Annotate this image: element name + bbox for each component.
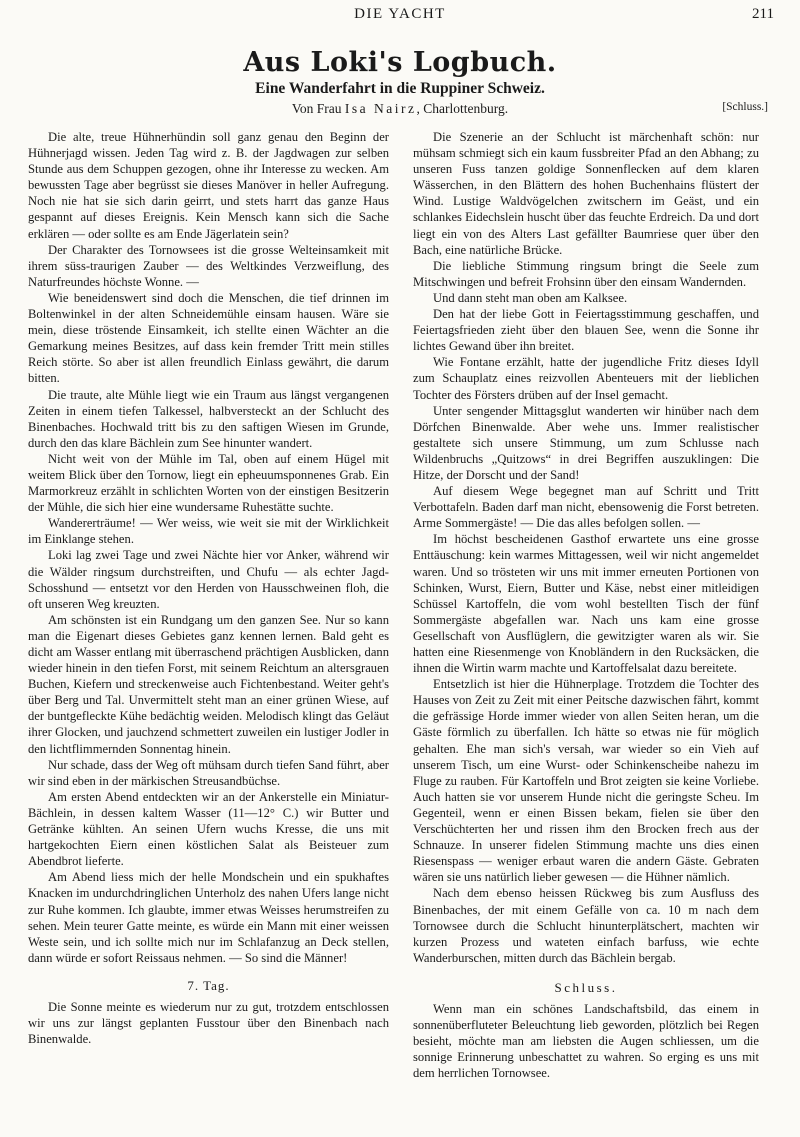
paragraph: Den hat der liebe Gott in Feiertagsstimmung geschaffen, und Feiertagsfrieden zieht über den blauen See, wenn die Sonne ihr lichtes Gewand über ihn breitet. — [413, 307, 759, 354]
paragraph: Am ersten Abend entdeckten wir an der Ankerstelle ein Miniatur-Bächlein, in dessen kaltem Wasser (11—12° C.) wir Butter und Getränke kühlten. An seinen Ufern wuchs Kresse, die uns mit hartgekochten Eiern einen köstlichen Salat als Beisteuer zum Abendbrot lieferte. — [28, 789, 389, 869]
closing-heading: Schluss. — [554, 979, 618, 995]
paragraph: Auf diesem Wege begegnet man auf Schritt und Tritt Verbottafeln. Baden darf man nicht, ebensowenig die Forst betreten. Arme Sommergäste! — Die das alles befolgen sollen. — — [413, 484, 759, 531]
article-subtitle: Eine Wanderfahrt in die Ruppiner Schweiz. — [255, 80, 545, 97]
paragraph: Und dann steht man oben am Kalksee. — [433, 290, 628, 305]
right-column — [413, 129, 759, 1081]
paragraph: Wie beneidenswert sind doch die Menschen, die tief drinnen im Boltenwinkel in der alten Schneidemühle einsam hausen. Wäre sie mein, diese tröstende Einsamkeit, ich stellte einen Wächter an die Gemarkung meines Besitzes, auf dass kein fremder Tritt mein stilles Reich störte. So aber ist allen freundlich Einlass gewährt, die darum bitten. — [28, 290, 389, 386]
paragraph: Im höchst bescheidenen Gasthof erwartete uns eine grosse Enttäuschung: kein warmes Mittagessen, weil wir nicht angemeldet waren. Und so trösteten wir uns mit immer erneuten Portionen von Schinken, Wurst, Eiern, Butter und Käse, nebst einer mitleidigen Schüssel Kartoffeln, die vom wohl bestellten Tisch der fünf Sommergäste abgefallen war. Nach uns kam eine grosse Gesellschaft von Ausflüglern, die gewitzigter waren als wir. Sie hatten eine Riesenmenge von Knobländern in den Rucksäcken, die ihnen die Wirtin warm machte und Kartoffelsalat dazu bereitete. — [413, 532, 759, 676]
paragraph: Die liebliche Stimmung ringsum bringt die Seele zum Mitschwingen und befreit Frohsinn über den einsam Wandernden. — [413, 258, 759, 289]
paragraph: Der Charakter des Tornowsees ist die grosse Welteinsamkeit mit ihrem süss-traurigen Zauber — des Weltkindes Verzweiflung, des Naturfreundes höchste Wonne. — — [28, 242, 389, 289]
paragraph: Wenn man ein schönes Landschaftsbild, das einem in sonnenüberfluteter Beleuchtung lieb geworden, plötzlich bei Regen besieht, möchte man am liebsten die Augen schliessen, um die sonnige Erinnerung unbeschattet zu wahren. So erging es uns mit dem herrlichen Tornowsee. — [413, 1001, 759, 1081]
byline — [0, 101, 800, 117]
paragraph: Nach dem ebenso heissen Rückweg bis zum Ausfluss des Binenbaches, der mit einem Gefälle von ca. 10 m nach dem Tornowsee durch die Schlucht hinunterplätschert, machten wir kurzen Prozess und wateten einfach barfuss, wie echte Wanderburschen, mitten durch das Bächlein bergab. — [413, 886, 759, 965]
article-title: Aus Loki's Logbuch. — [243, 47, 557, 78]
paragraph: Die Sonne meinte es wiederum nur zu gut, trotzdem entschlossen wir uns zur längst geplanten Fusstour über den Binenbach nach Binenwalde. — [28, 999, 389, 1047]
paragraph: Die Szenerie an der Schlucht ist märchenhaft schön: nur mühsam schmiegt sich ein kaum fussbreiter Pfad an den Abhang; zu unseren Fuss tanzen goldige Sonnenflecken auf dem klaren Wässerchen, in den Blättern des hohen Buchenhains flüstert der Wind. Lustige Waldvögelchen zwitschern im Geäst, und ein schlankes Eidechslein huscht über das feuchte Erdreich. Da und dort liegt ein von des Alters Last gefällter Baumriese quer über den Bach, eine natürliche Brücke. — [413, 130, 759, 257]
paragraph: Wie Fontane erzählt, hatte der jugendliche Fritz dieses Idyll zum Schauplatz eines reizvollen Abenteuers mit der lieblichen Tochter des Försters drüben auf der Insel gemacht. — [413, 355, 759, 402]
page-number: 211 — [752, 6, 774, 22]
journal-title: DIE YACHT — [354, 6, 446, 22]
running-header — [0, 6, 800, 26]
paragraph: Am Abend liess mich der helle Mondschein und ein spukhaftes Knacken im undurchdringlichen Unterholz des nahen Ufers lange nicht zur Ruhe kommen. Ich glaubte, immer etwas Weisses herumstreifen zu sehen. Mein teurer Gatte meinte, es würde ein Mann mit einer weissen Weste sein, und ich sollte mich nur im Schlafanzug an Deck stellen, dann würde er sofort Reissaus nehmen. — So sind die Männer! — [28, 870, 389, 965]
byline-suffix: , Charlottenburg. — [416, 101, 509, 116]
paragraph: Unter sengender Mittagsglut wanderten wir hinüber nach dem Dörfchen Binenwalde. Aber wehe uns. Immer realistischer gestaltete sich unsere Stimmung, um zum Schlusse nach Wildenbruchs „Quitzows“ in drei Begriffen auszuklingen: Die Hitze, der Dorscht und der Sand! — [413, 403, 759, 482]
section-heading-day-7: 7. Tag. — [187, 977, 230, 993]
byline-prefix: Von Frau — [291, 101, 345, 116]
continuation-tag: [Schluss.] — [722, 101, 768, 113]
paragraph: Wandererträume! — Wer weiss, wie weit sie mit der Wirklichkeit im Einklange stehen. — [28, 516, 389, 547]
paragraph: Nicht weit von der Mühle im Tal, oben auf einem Hügel mit weitem Blick über den Tornow, liegt ein epheuumsponnenes Grab. Ein Marmorkreuz erzählt in schlichten Worten von der einstigen Besitzerin der Mühle, die sich hier eine wundersame Ruhestätte suchte. — [28, 451, 389, 515]
paragraph: Die traute, alte Mühle liegt wie ein Traum aus längst vergangenen Zeiten in einem tiefen Talkessel, halbversteckt an der Schlucht des Binenbaches. Hochwald tritt bis zu den saftigen Wiesen im Grunde, durch den das klare Bächlein zum See hinunter wandert. — [28, 387, 389, 450]
paragraph: Entsetzlich ist hier die Hühnerplage. Trotzdem die Tochter des Hauses von Zeit zu Zeit mit einer Peitsche dazwischen fährt, kommt die gefrässige Horde immer wieder von allen Seiten heran, um die Gäste förmlich zu überfallen. Ich hätte so etwas nie für möglich gehalten. Ehe man sich's versah, war wieder so ein Vieh auf unserem Tisch, um eine Wurst- oder Schinkenscheibe nahezu im Fluge zu rauben. Für Kartoffeln und Brot zeigten sie keine Vorliebe. Auch hatten sie vor unserem Hunde nicht die geringste Scheu. Im Gegenteil, wenn er einen Bissen bekam, fielen sie über den Verschüchterten her und rissen ihm den Brocken frech aus der Schnauze. In unserer fidelen Stimmung machte uns dies einen Riesenspass — weniger erbaut waren die andern Gäste. Gebraten wären sie uns natürlich lieber gewesen — die Hühner nämlich. — [413, 677, 759, 885]
paragraph: Am schönsten ist ein Rundgang um den ganzen See. Nur so kann man die Eigenart dieses Gebietes ganz kennen lernen. Bald geht es dicht am Wasser entlang mit überraschend prächtigen Ausblicken, dann wieder hinein in den tiefen Forst, mit seinem Reichtum an altersgrauen Buchen, Kiefern und streckenweise auch Fichtenbestand. Weiter geht's über Berg und Tal. Unvermittelt steht man an einer grünen Wiese, auf der buntgefleckte Kühe bedächtig weiden. Melodisch klingt das Geläut ihrer Glocken, und jauchzend schmettert zuweilen ein lustiger Jodler in den lichtflimmernden Sonnentag hinein. — [28, 612, 389, 756]
paragraph: Die alte, treue Hühnerhündin soll ganz genau den Beginn der Hühnerjagd wissen. Jeden Tag wird z. B. der Jagdwagen zur selben Stunde aus dem Schuppen gezogen, ohne ihr Interesse zu wecken. Am bewussten Tage aber begrüsst sie dieses Manöver in heller Aufregung. Noch nie hat sie sich darin geirrt, und stets harrt das ganze Haus gespannt auf dieses Ereignis. Kein Mensch kann sich die Sache erklären — oder sollte es am Ende Jägerlatein sein? — [28, 130, 389, 241]
paragraph: Nur schade, dass der Weg oft mühsam durch tiefen Sand führt, aber wir sind eben in der märkischen Streusandbüchse. — [28, 757, 389, 788]
left-column — [28, 129, 389, 1047]
author-name: Isa Nairz — [344, 101, 417, 116]
paragraph: Loki lag zwei Tage und zwei Nächte hier vor Anker, während wir die Wälder ringsum durchstreiften, und Chufu — als echter Jagd-Schosshund — entsetzt vor den Herden von Hausschweinen floh, die oft unseren Weg kreuzten. — [28, 548, 389, 611]
